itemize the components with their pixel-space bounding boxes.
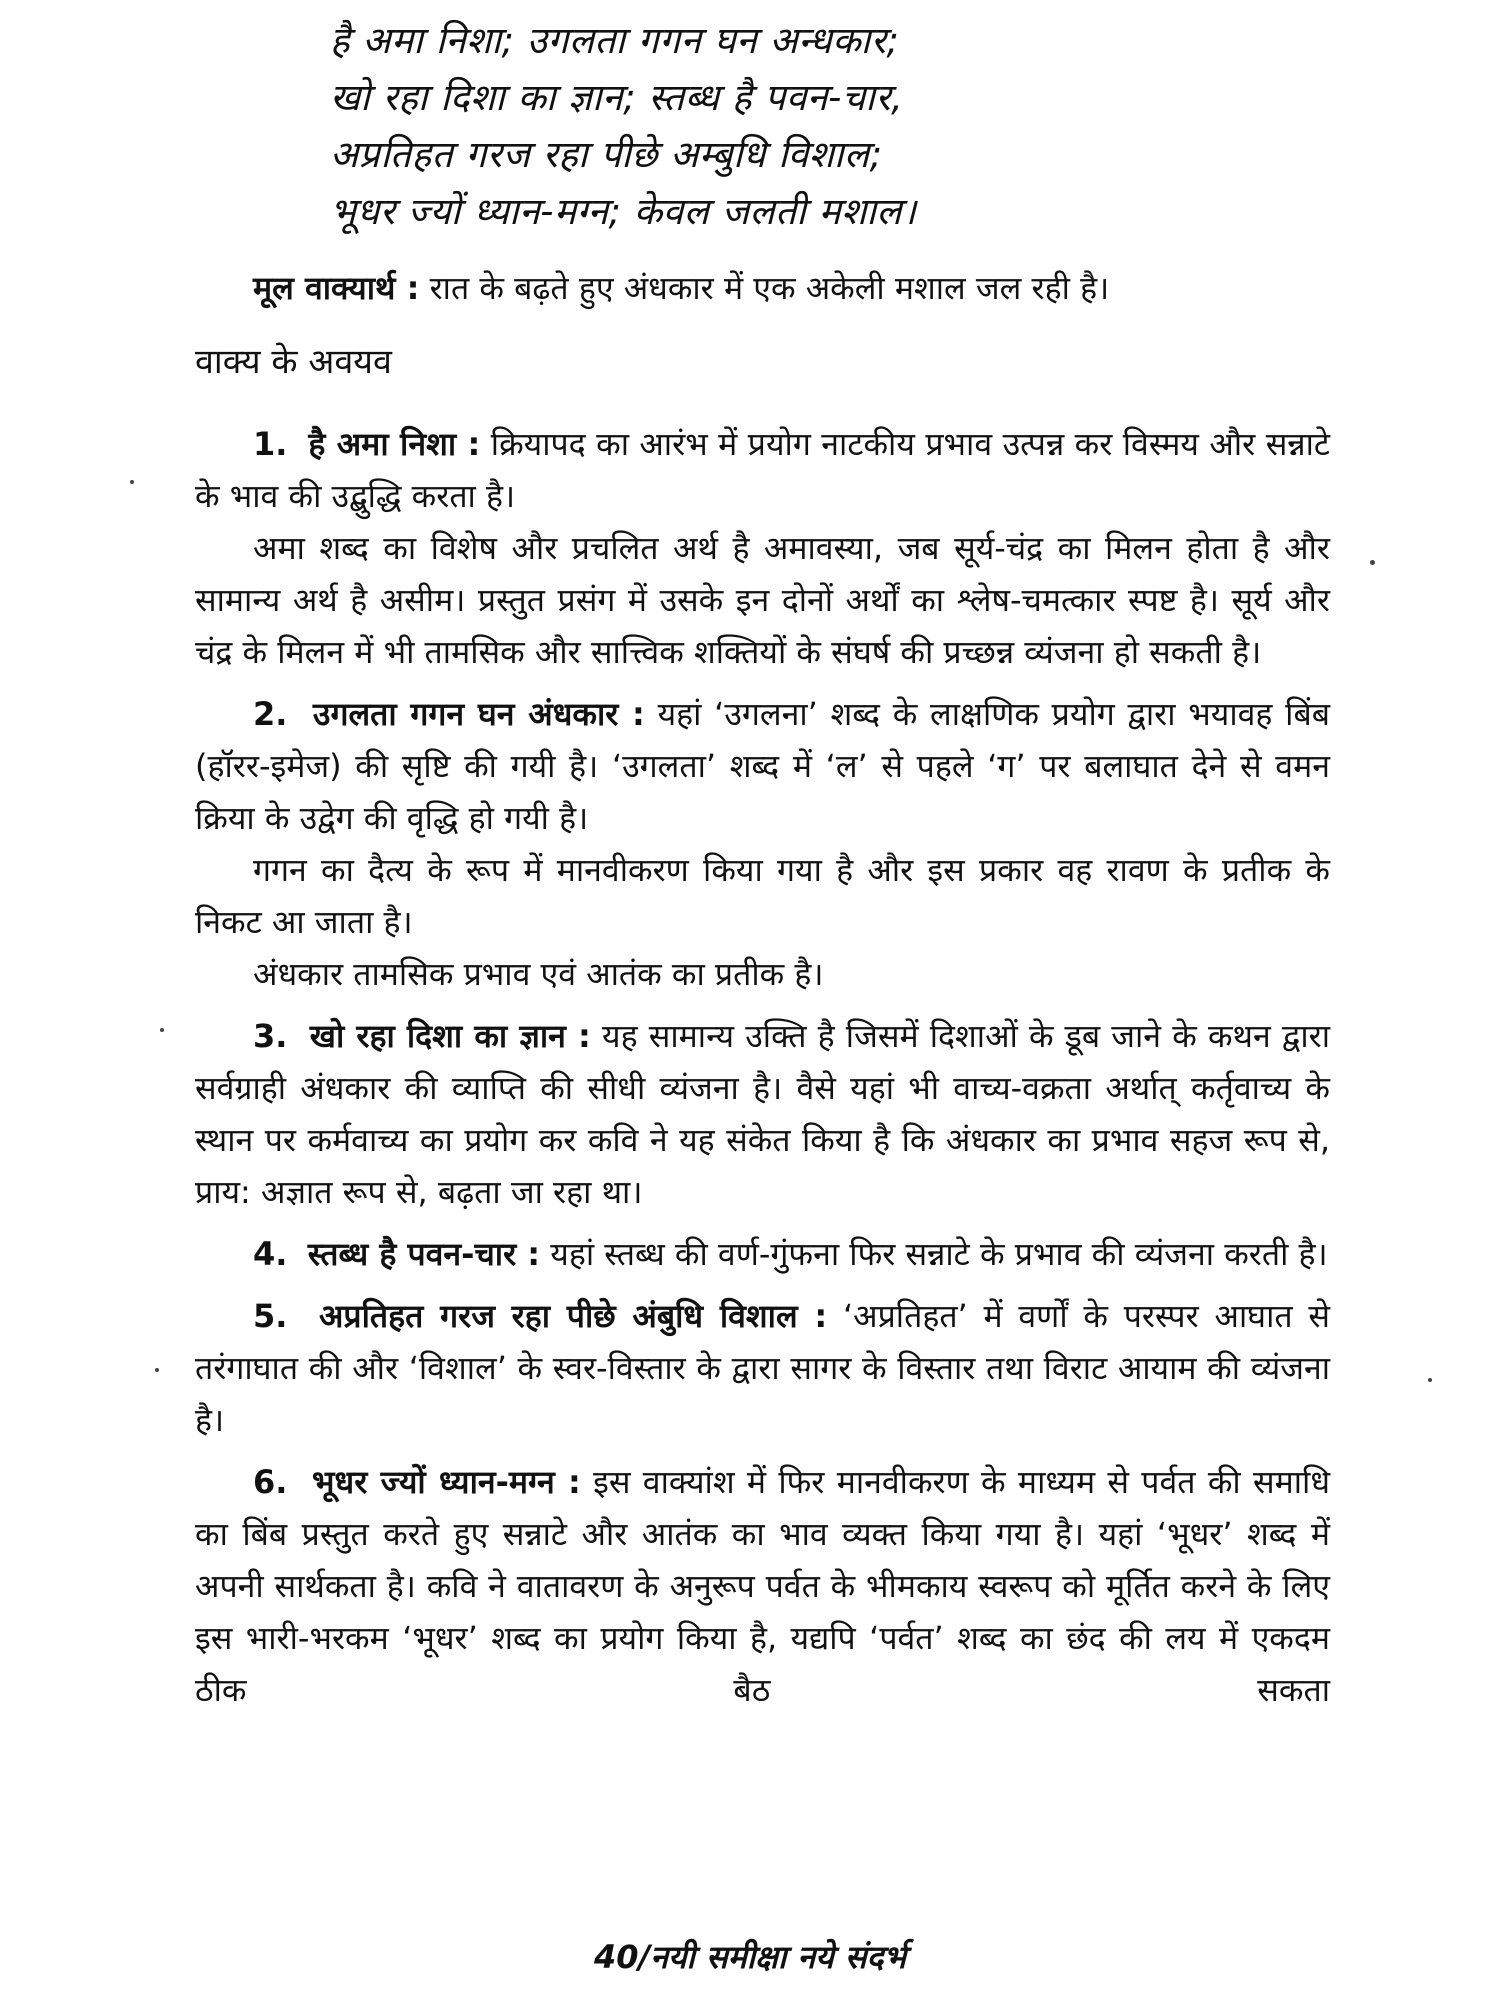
item-heading: भूधर ज्यों ध्यान-मग्न :: [312, 1463, 581, 1501]
scan-speck: [1370, 560, 1375, 565]
poem-line: खो रहा दिशा का ज्ञान; स्तब्ध है पवन-चार,: [330, 76, 904, 119]
list-item: [195, 1010, 1330, 1218]
list-item: [195, 418, 1330, 522]
item-number: 4.: [253, 1235, 288, 1273]
item-number: 2.: [253, 695, 288, 733]
item-number: 1.: [253, 425, 288, 463]
item-text: यहां स्तब्ध की वर्ण-गुंफना फिर सन्नाटे के प्रभाव की व्यंजना करती है।: [540, 1235, 1328, 1273]
core-meaning: [195, 262, 1330, 314]
list-item: [195, 1228, 1330, 1280]
poem-line: अप्रतिहत गरज रहा पीछे अम्बुधि विशाल;: [330, 133, 883, 176]
core-meaning-label: मूल वाक्यार्थ :: [253, 269, 420, 307]
scan-speck: [130, 480, 134, 484]
item-heading: अप्रतिहत गरज रहा पीछे अंबुधि विशाल :: [318, 1297, 828, 1335]
item-text: क्रियापद का आरंभ में प्रयोग नाटकीय प्रभाव उत्पन्न कर विस्मय और सन्नाटे के भाव की उद्बुद्धि करता है।: [195, 425, 1330, 515]
item-text: इस वाक्यांश में फिर मानवीकरण के माध्यम से पर्वत की समाधि का बिंब प्रस्तुत करते हुए सन्नाटे और आतंक का भाव व्यक्त किया गया है। यहां ‘भूधर’ शब्द में अपनी सार्थकता है। कवि ने वातावरण के अनुरूप पर्वत के भीमकाय स्वरूप को मूर्तित करने के लिए इस भारी-भरकम ‘भूधर’ शब्द का प्रयोग किया है, यद्यपि ‘पर्वत’ शब्द का छंद की लय में एकदम ठीक बैठ सकता: [195, 1463, 1331, 1709]
list-item: [195, 688, 1330, 844]
item-paragraph: अमा शब्द का विशेष और प्रचलित अर्थ है अमावस्या, जब सूर्य-चंद्र का मिलन होता है और सामान्य अर्थ है असीम। प्रस्तुत प्रसंग में उसके इन दोनों अर्थों का श्लेष-चमत्कार स्पष्ट है। सूर्य और चंद्र के मिलन में भी तामसिक और सात्त्विक शक्तियों के संघर्ष की प्रच्छन्न व्यंजना हो सकती है।: [195, 529, 1330, 671]
item-heading: है अमा निशा :: [308, 425, 481, 463]
item-text: यह सामान्य उक्ति है जिसमें दिशाओं के डूब जाने के कथन द्वारा सर्वग्राही अंधकार की व्याप्ति की सीधी व्यंजना है। वैसे यहां भी वाच्य-वक्रता अर्थात् कर्तृवाच्य के स्थान पर कर्मवाच्य का प्रयोग कर कवि ने यह संकेत किया है कि अंधकार का प्रभाव सहज रूप से, प्राय: अज्ञात रूप से, बढ़ता जा रहा था।: [195, 1017, 1330, 1211]
list-item: [195, 1456, 1330, 1716]
poem-stanza: [330, 12, 1330, 240]
item-number: 5.: [253, 1297, 288, 1335]
page-footer: 40/नयी समीक्षा नये संदर्भ: [594, 1938, 906, 1976]
item-heading: खो रहा दिशा का ज्ञान :: [309, 1017, 591, 1055]
poem-line: भूधर ज्यों ध्यान-मग्न; केवल जलती मशाल।: [330, 190, 917, 233]
item-text: यहां ‘उगलना’ शब्द के लाक्षणिक प्रयोग द्वारा भयावह बिंब (हॉरर-इमेज) की सृष्टि की गयी है। ‘उगलता’ शब्द में ‘ल’ से पहले ‘ग’ पर बलाघात देने से वमन क्रिया के उद्वेग की वृद्धि हो गयी है।: [195, 695, 1330, 837]
scan-speck: [160, 1028, 164, 1032]
item-paragraph: गगन का दैत्य के रूप में मानवीकरण किया गया है और इस प्रकार वह रावण के प्रतीक के निकट आ जाता है।: [195, 851, 1330, 941]
section-title: वाक्य के अवयव: [195, 342, 392, 382]
item-text: ‘अप्रतिहत’ में वर्णों के परस्पर आघात से तरंगाघात की और ‘विशाल’ के स्वर-विस्तार के द्वारा सागर के विस्तार तथा विराट आयाम की व्यंजना है।: [195, 1297, 1330, 1439]
item-paragraph: अंधकार तामसिक प्रभाव एवं आतंक का प्रतीक है।: [253, 955, 824, 993]
scan-speck: [1428, 1378, 1432, 1382]
scan-speck: [155, 1368, 159, 1372]
item-heading: स्तब्ध है पवन-चार :: [307, 1235, 541, 1273]
item-number: 6.: [253, 1463, 288, 1501]
commentary-body: [195, 262, 1330, 1716]
item-number: 3.: [253, 1017, 288, 1055]
list-item: [195, 1290, 1330, 1446]
core-meaning-text: रात के बढ़ते हुए अंधकार में एक अकेली मशाल जल रही है।: [419, 269, 1110, 307]
poem-line: है अमा निशा; उगलता गगन घन अन्धकार;: [330, 19, 900, 62]
item-heading: उगलता गगन घन अंधकार :: [312, 695, 645, 733]
